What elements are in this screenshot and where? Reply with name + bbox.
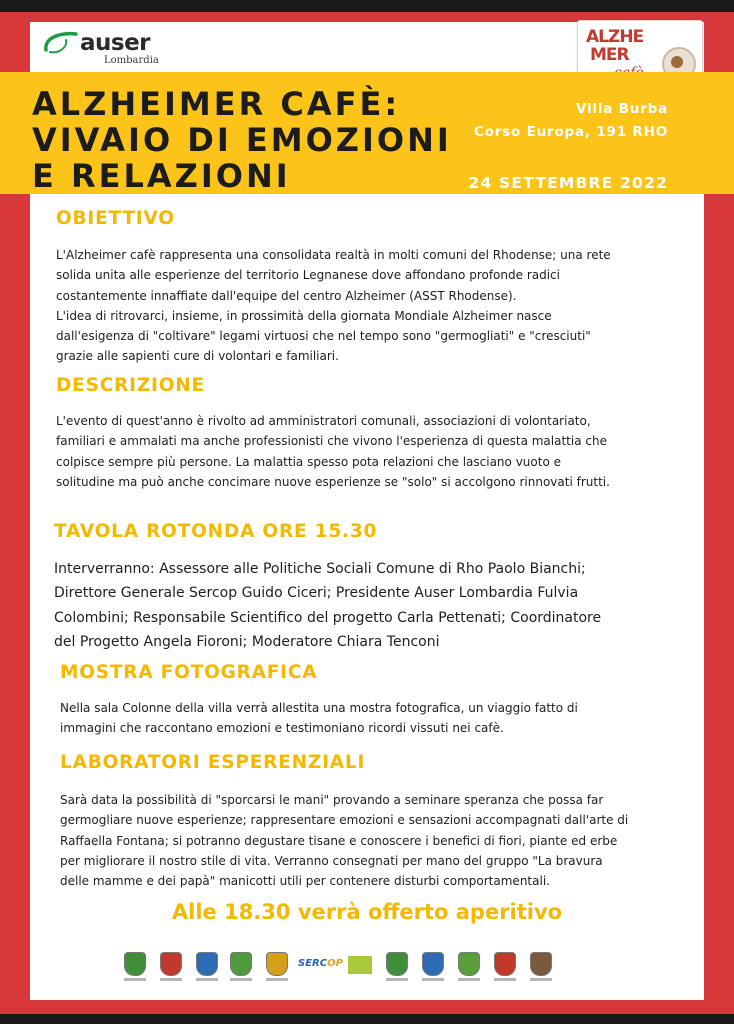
cafe-logo-line1: ALZHE: [586, 27, 644, 47]
section-body-mostra-fotografica: [60, 698, 578, 739]
sercop-logo-text-a: SERC: [298, 958, 328, 969]
section-heading-obiettivo: OBIETTIVO: [56, 208, 175, 229]
sercop-logo-text-b: OP: [327, 958, 343, 969]
paragraph-line: L'evento di quest'anno è rivolto ad amministratori comunali, associazioni di volontariato,: [56, 414, 591, 428]
sercop-logo: [298, 958, 343, 969]
section-body-obiettivo: [56, 245, 611, 367]
auser-swoosh-icon: [42, 28, 82, 58]
paragraph-line: Colombini; Responsabile Scientifico del progetto Carla Pettenati; Coordinatore: [54, 609, 602, 626]
paragraph-line: delle mamme e dei papà" manicotti utili per contenere disturbi comportamentali.: [60, 874, 550, 889]
paragraph-line: solitudine ma può anche concimare nuove esperienze se "solo" si accolgono rinnovati frutti.: [56, 474, 610, 489]
partner-logo-icon: [348, 956, 372, 974]
sponsor-logos-bar: [118, 952, 558, 988]
aperitivo-announcement: Alle 18.30 verrà offerto aperitivo: [171, 900, 563, 924]
cafe-logo-line2: MER: [590, 45, 629, 65]
municipality-crest-icon: [196, 952, 218, 981]
municipality-crest-icon: [494, 952, 516, 981]
paragraph-line: Sarà data la possibilità di "sporcarsi le mani" provando a seminare speranza che possa far: [60, 793, 604, 807]
photo-frame-bottom: [0, 1014, 734, 1024]
title-line-2: VIVAIO DI EMOZIONI: [32, 121, 452, 159]
municipality-crest-icon: [530, 952, 552, 981]
municipality-crest-icon: [458, 952, 480, 981]
venue-name: Villa Burba: [575, 101, 668, 117]
paragraph-line: Interverranno: Assessore alle Politiche Sociali Comune di Rho Paolo Bianchi;: [54, 561, 586, 577]
municipality-crest-icon: [422, 952, 444, 981]
title-line-1: ALZHEIMER CAFÈ:: [32, 85, 401, 123]
section-heading-mostra-fotografica: MOSTRA FOTOGRAFICA: [60, 662, 318, 683]
paragraph-line: per migliorare il nostro stile di vita. Verranno consegnati per mano del gruppo "La bravura: [60, 853, 603, 868]
section-body-descrizione: [56, 411, 610, 492]
auser-logo-subtitle: Lombardia: [104, 55, 159, 66]
paragraph-line: Direttore Generale Sercop Guido Ciceri; Presidente Auser Lombardia Fulvia: [54, 585, 579, 602]
section-body-laboratori: [60, 790, 628, 891]
section-heading-descrizione: DESCRIZIONE: [56, 375, 205, 396]
paragraph-line: L'Alzheimer cafè rappresenta una consolidata realtà in molti comuni del Rhodense; una rete: [56, 248, 611, 262]
municipality-crest-icon: [386, 952, 408, 981]
paragraph-line: L'idea di ritrovarci, insieme, in prossimità della giornata Mondiale Alzheimer nasce: [56, 308, 552, 323]
paragraph-line: Nella sala Colonne della villa verrà allestita una mostra fotografica, un viaggio fatto di: [60, 701, 578, 715]
section-heading-laboratori: LABORATORI ESPERENZIALI: [60, 752, 366, 773]
title-line-3: E RELAZIONI: [32, 157, 291, 195]
section-heading-tavola-rotonda: TAVOLA ROTONDA ORE 15.30: [54, 521, 378, 542]
title-banner: [0, 72, 734, 194]
paragraph-line: grazie alle sapienti cure di volontari e familiari.: [56, 349, 339, 364]
paragraph-line: colpisce sempre più persone. La malattia spesso pota relazioni che lasciano vuoto e: [56, 454, 561, 469]
paragraph-line: familiari e ammalati ma anche professionisti che vivono l'esperienza di questa malattia che: [56, 434, 607, 449]
paragraph-line: del Progetto Angela Fioroni; Moderatore Chiara Tenconi: [54, 633, 440, 650]
municipality-crest-icon: [230, 952, 252, 981]
venue-address: Corso Europa, 191 RHO: [473, 124, 668, 140]
paragraph-line: costantemente innaffiate dall'equipe del centro Alzheimer (ASST Rhodense).: [56, 288, 517, 303]
event-date: 24 SETTEMBRE 2022: [468, 174, 668, 192]
paragraph-line: Raffaella Fontana; si potranno degustare tisane e conoscere i benefici di fiori, piante ed erbe: [60, 833, 618, 848]
municipality-crest-icon: [124, 952, 146, 981]
auser-logo-text: auser: [80, 30, 151, 56]
municipality-crest-icon: [266, 952, 288, 981]
municipality-crest-icon: [160, 952, 182, 981]
photo-frame-top: [0, 0, 734, 12]
auser-logo: [42, 22, 172, 68]
paragraph-line: germogliare nuove esperienze; rappresentare emozioni e sensazioni accompagnati dall'arte di: [60, 813, 629, 828]
paragraph-line: immagini che raccontano emozioni e testimoniano ricordi vissuti nei cafè.: [60, 721, 504, 736]
section-body-tavola-rotonda: [54, 557, 601, 654]
paragraph-line: dall'esigenza di "coltivare" legami virtuosi che nel tempo sono "germogliati" e "cresciuti": [56, 329, 591, 344]
paragraph-line: solida unita alle esperienze del territorio Legnanese dove affondano profonde radici: [56, 268, 560, 283]
